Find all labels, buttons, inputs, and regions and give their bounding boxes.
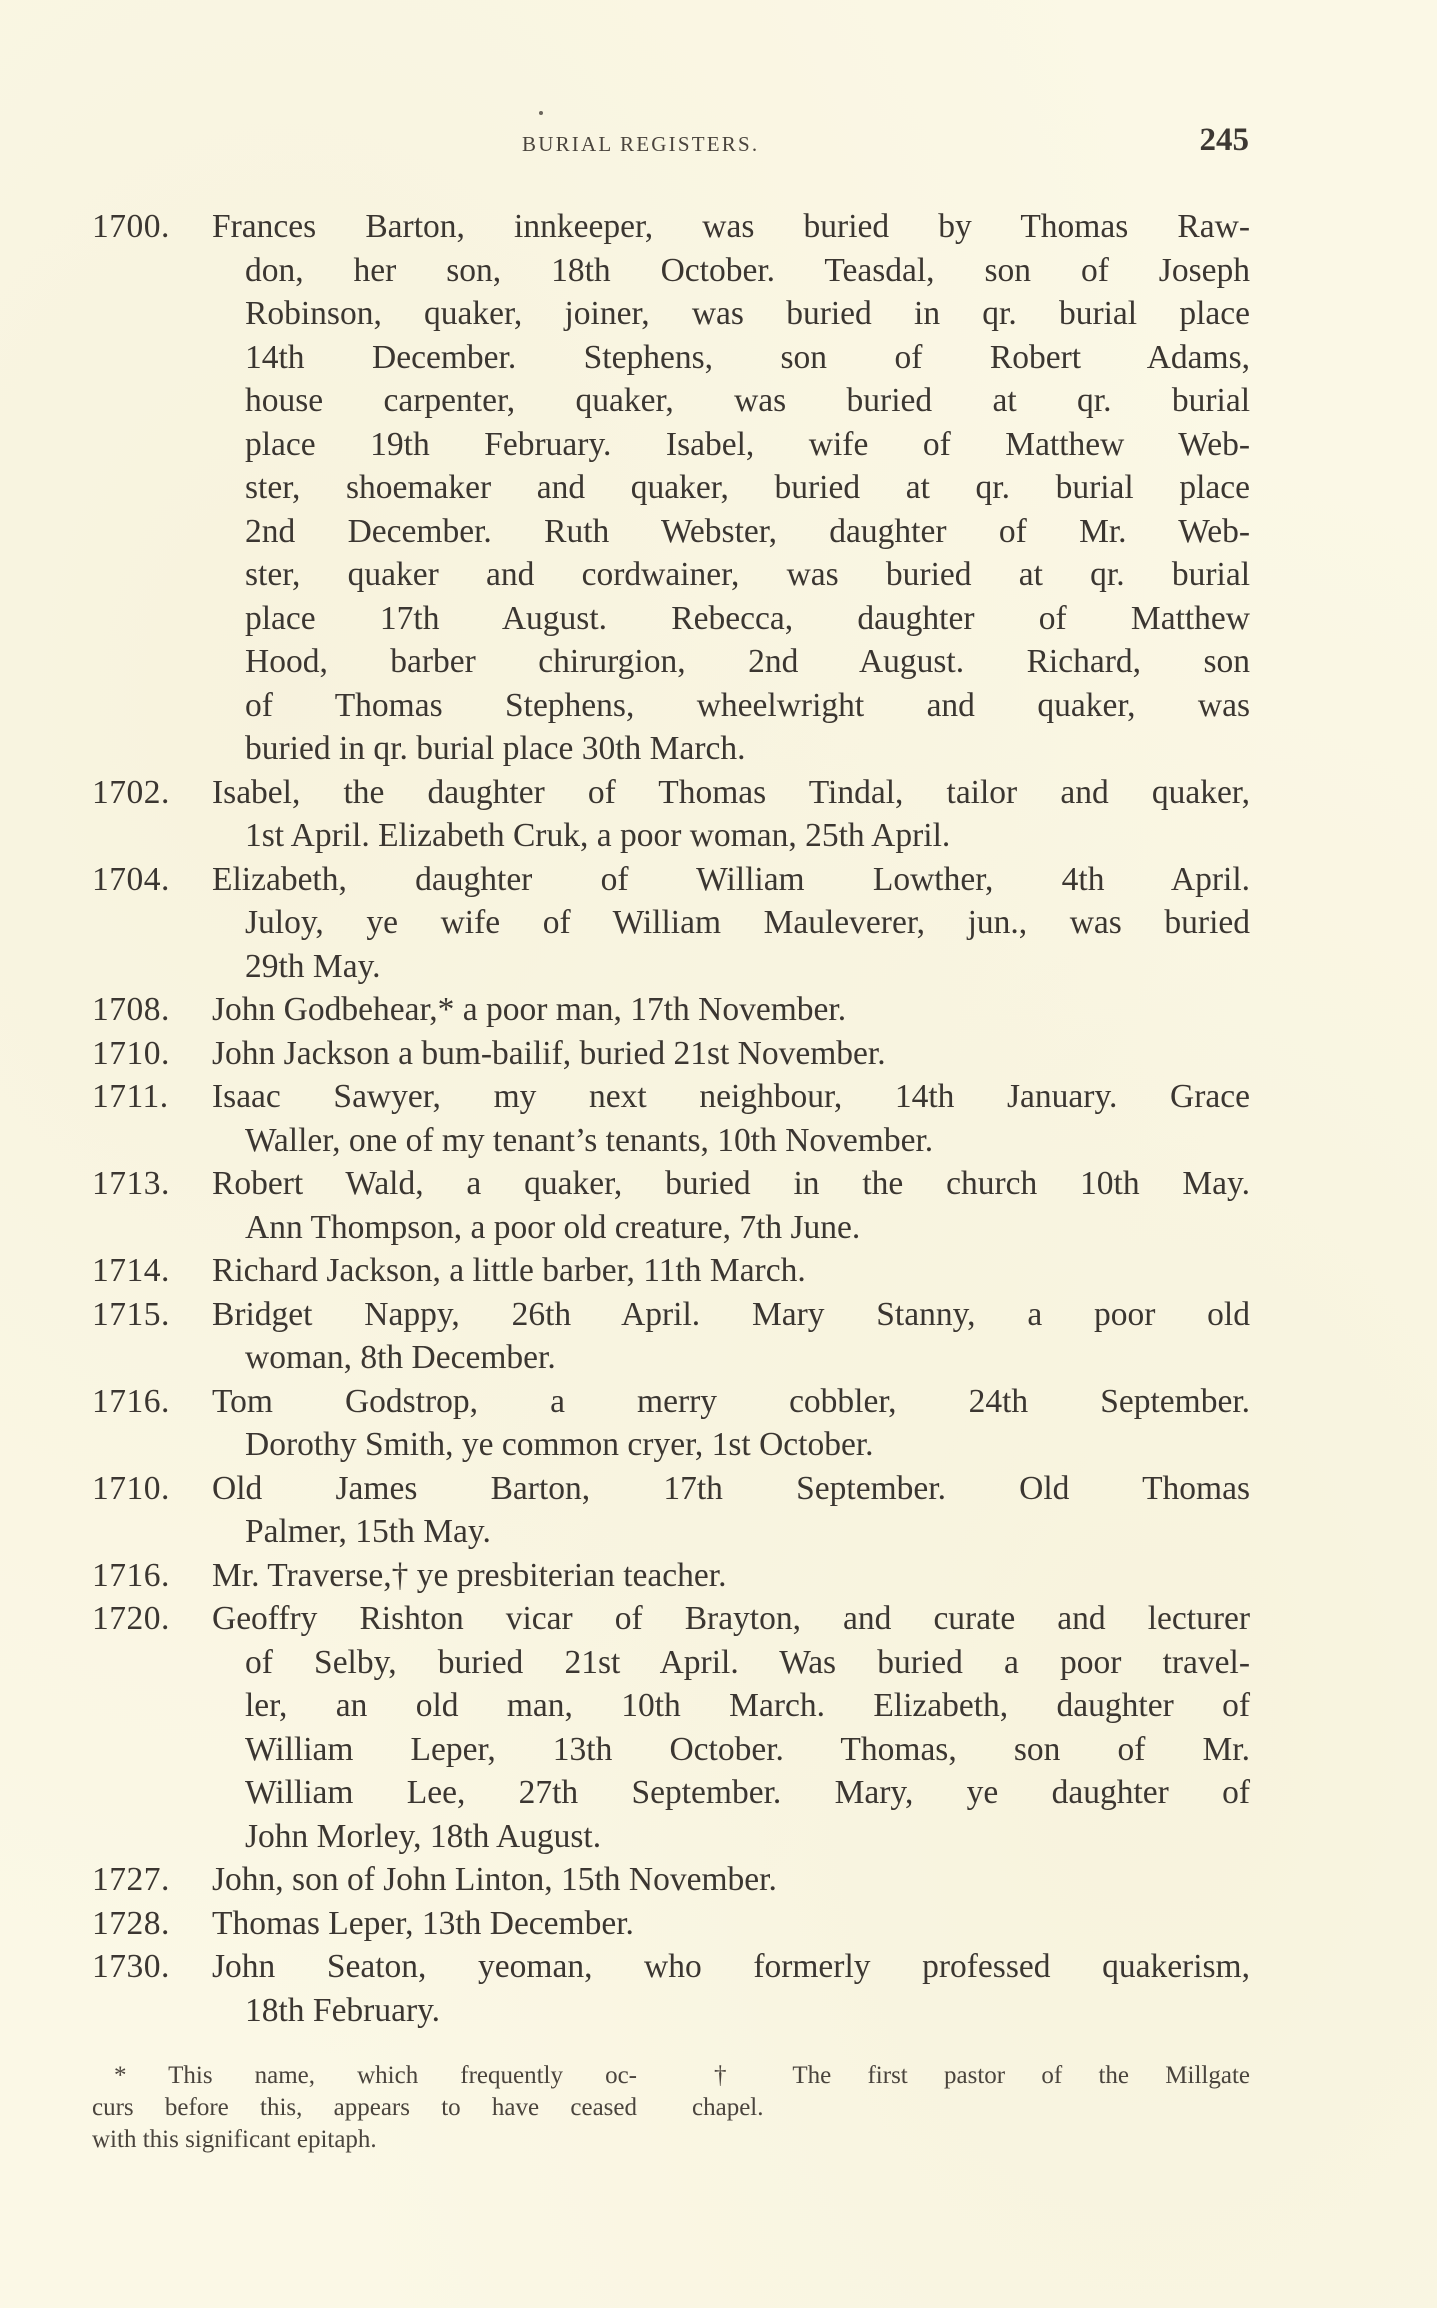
entry-text-line: John Morley, 18th August. xyxy=(245,1817,602,1855)
register-entry-continuation xyxy=(92,1771,1250,1815)
register-entry-continuation xyxy=(92,466,1250,510)
entry-text-line: William Lee, 27th September. Mary, ye daughter of xyxy=(245,1774,1250,1811)
register-entry-continuation xyxy=(92,1119,1250,1163)
entry-text-line: John Seaton, yeoman, who formerly professed quakerism, xyxy=(212,1948,1250,1985)
register-entry xyxy=(92,205,1250,249)
entry-text-line: Thomas Leper, 13th December. xyxy=(212,1904,634,1942)
entry-text-line: Dorothy Smith, ye common cryer, 1st October. xyxy=(245,1426,874,1463)
ink-speck xyxy=(539,111,543,115)
register-entry-continuation xyxy=(92,510,1250,554)
register-entry xyxy=(92,858,1250,902)
register-entry xyxy=(92,1554,1250,1598)
entry-year: 1708. xyxy=(92,991,170,1028)
entry-text-line: 2nd December. Ruth Webster, daughter of Mr. Web- xyxy=(245,512,1250,550)
entry-text-line: ster, shoemaker and quaker, buried at qr. burial place xyxy=(245,469,1250,506)
entry-year: 1716. xyxy=(92,1382,170,1420)
register-entry-continuation xyxy=(92,597,1250,641)
footnote-line: * This name, which frequently oc- xyxy=(114,2062,637,2089)
entry-text-line: Old James Barton, 17th September. Old Thomas xyxy=(212,1469,1250,1507)
register-entry-continuation xyxy=(92,727,1250,771)
register-entry-continuation xyxy=(92,553,1250,597)
entry-text-line: Palmer, 15th May. xyxy=(245,1513,491,1550)
entry-text-line: Ann Thompson, a poor old creature, 7th June. xyxy=(245,1208,861,1246)
register-entry-continuation xyxy=(92,1815,1250,1859)
register-entry-continuation xyxy=(92,684,1250,728)
entry-text-line: William Leper, 13th October. Thomas, son of Mr. xyxy=(245,1730,1250,1768)
entry-text-line: buried in qr. burial place 30th March. xyxy=(245,730,746,767)
entry-text-line: 18th February. xyxy=(245,1991,441,2029)
register-entry-continuation xyxy=(92,1510,1250,1554)
footnote-line: curs before this, appears to have ceased xyxy=(92,2094,637,2121)
register-entry-continuation xyxy=(92,249,1250,293)
footnote-dagger xyxy=(692,2060,1250,2124)
entry-text-line: ster, quaker and cordwainer, was buried at qr. burial xyxy=(245,556,1250,593)
entry-text-line: Tom Godstrop, a merry cobbler, 24th September. xyxy=(212,1382,1250,1420)
register-entry-continuation xyxy=(92,814,1250,858)
register-entry xyxy=(92,1902,1250,1946)
entry-text-line: John Jackson a bum-bailif, buried 21st November. xyxy=(212,1034,886,1072)
entry-text-line: don, her son, 18th October. Teasdal, son of Joseph xyxy=(245,251,1250,289)
entry-text-line: 29th May. xyxy=(245,947,381,985)
entry-year: 1720. xyxy=(92,1600,170,1637)
entry-text-line: 1st April. Elizabeth Cruk, a poor woman, 25th April. xyxy=(245,817,951,854)
entry-year: 1730. xyxy=(92,1948,170,1985)
entry-text-line: place 17th August. Rebecca, daughter of Matthew xyxy=(245,599,1250,637)
entry-text-line: John Godbehear,* a poor man, 17th November. xyxy=(212,991,847,1028)
entry-text-line: Bridget Nappy, 26th April. Mary Stanny, a poor old xyxy=(212,1295,1250,1333)
register-entry-continuation xyxy=(92,640,1250,684)
register-entry-continuation xyxy=(92,1728,1250,1772)
entry-year: 1714. xyxy=(92,1252,170,1289)
page-number: 245 xyxy=(1199,122,1249,158)
register-entry xyxy=(92,1075,1250,1119)
register-entry-continuation xyxy=(92,423,1250,467)
entry-text-line: Robert Wald, a quaker, buried in the church 10th May. xyxy=(212,1165,1250,1202)
register-entry-continuation xyxy=(92,336,1250,380)
entry-year: 1715. xyxy=(92,1295,170,1333)
register-entry-continuation xyxy=(92,1684,1250,1728)
entry-text-line: place 19th February. Isabel, wife of Matthew Web- xyxy=(245,425,1250,463)
register-entry xyxy=(92,988,1250,1032)
register-entry-continuation xyxy=(92,1641,1250,1685)
entry-text-line: of Selby, buried 21st April. Was buried a poor travel- xyxy=(245,1643,1250,1681)
register-entry-continuation xyxy=(92,1206,1250,1250)
burial-register-entries xyxy=(92,205,1250,2032)
entry-year: 1710. xyxy=(92,1034,170,1072)
entry-year: 1728. xyxy=(92,1904,170,1942)
entry-text-line: ler, an old man, 10th March. Elizabeth, daughter of xyxy=(245,1687,1250,1724)
entry-year: 1711. xyxy=(92,1078,169,1115)
register-entry xyxy=(92,1380,1250,1424)
entry-text-line: Geoffry Rishton vicar of Brayton, and curate and lecturer xyxy=(212,1600,1250,1637)
entry-text-line: house carpenter, quaker, was buried at qr. burial xyxy=(245,382,1250,419)
register-entry-continuation xyxy=(92,1423,1250,1467)
register-entry-continuation xyxy=(92,379,1250,423)
entry-text-line: Isaac Sawyer, my next neighbour, 14th January. Grace xyxy=(212,1078,1250,1115)
register-entry xyxy=(92,1293,1250,1337)
entry-text-line: Richard Jackson, a little barber, 11th March. xyxy=(212,1252,806,1289)
entry-text-line: Hood, barber chirurgion, 2nd August. Richard, son xyxy=(245,643,1250,680)
register-entry-continuation xyxy=(92,1336,1250,1380)
register-entry-continuation xyxy=(92,945,1250,989)
entry-text-line: Mr. Traverse,† ye presbiterian teacher. xyxy=(212,1556,727,1594)
footnote-line: chapel. xyxy=(692,2094,764,2121)
entry-text-line: John, son of John Linton, 15th November. xyxy=(212,1861,777,1898)
entry-year: 1704. xyxy=(92,860,170,898)
running-head xyxy=(0,122,1437,162)
running-head-title: BURIAL REGISTERS. xyxy=(522,132,760,156)
register-entry xyxy=(92,1945,1250,1989)
register-entry xyxy=(92,771,1250,815)
entry-text-line: Elizabeth, daughter of William Lowther, 4th April. xyxy=(212,860,1250,898)
register-entry xyxy=(92,1597,1250,1641)
entry-year: 1727. xyxy=(92,1861,170,1898)
register-entry-continuation xyxy=(92,901,1250,945)
entry-text-line: of Thomas Stephens, wheelwright and quaker, was xyxy=(245,686,1250,724)
entry-year: 1702. xyxy=(92,773,170,811)
footnote-line: with this significant epitaph. xyxy=(92,2126,377,2153)
entry-text-line: woman, 8th December. xyxy=(245,1339,556,1376)
register-entry xyxy=(92,1162,1250,1206)
entry-text-line: Frances Barton, innkeeper, was buried by Thomas Raw- xyxy=(212,208,1250,245)
register-entry xyxy=(92,1858,1250,1902)
register-entry-continuation xyxy=(92,292,1250,336)
footnote-line: † The first pastor of the Millgate xyxy=(714,2062,1250,2089)
entry-year: 1713. xyxy=(92,1165,170,1202)
entry-text-line: Juloy, ye wife of William Mauleverer, jun., was buried xyxy=(245,904,1250,941)
footnote-asterisk xyxy=(92,2060,637,2156)
entry-text-line: Waller, one of my tenant’s tenants, 10th November. xyxy=(245,1121,934,1159)
entry-year: 1716. xyxy=(92,1556,170,1594)
entry-text-line: Robinson, quaker, joiner, was buried in qr. burial place xyxy=(245,295,1250,332)
register-entry xyxy=(92,1249,1250,1293)
register-entry xyxy=(92,1467,1250,1511)
register-entry-continuation xyxy=(92,1989,1250,2033)
entry-text-line: Isabel, the daughter of Thomas Tindal, tailor and quaker, xyxy=(212,773,1250,811)
entry-year: 1710. xyxy=(92,1469,170,1507)
register-entry xyxy=(92,1032,1250,1076)
entry-text-line: 14th December. Stephens, son of Robert Adams, xyxy=(245,338,1250,376)
entry-year: 1700. xyxy=(92,208,170,245)
